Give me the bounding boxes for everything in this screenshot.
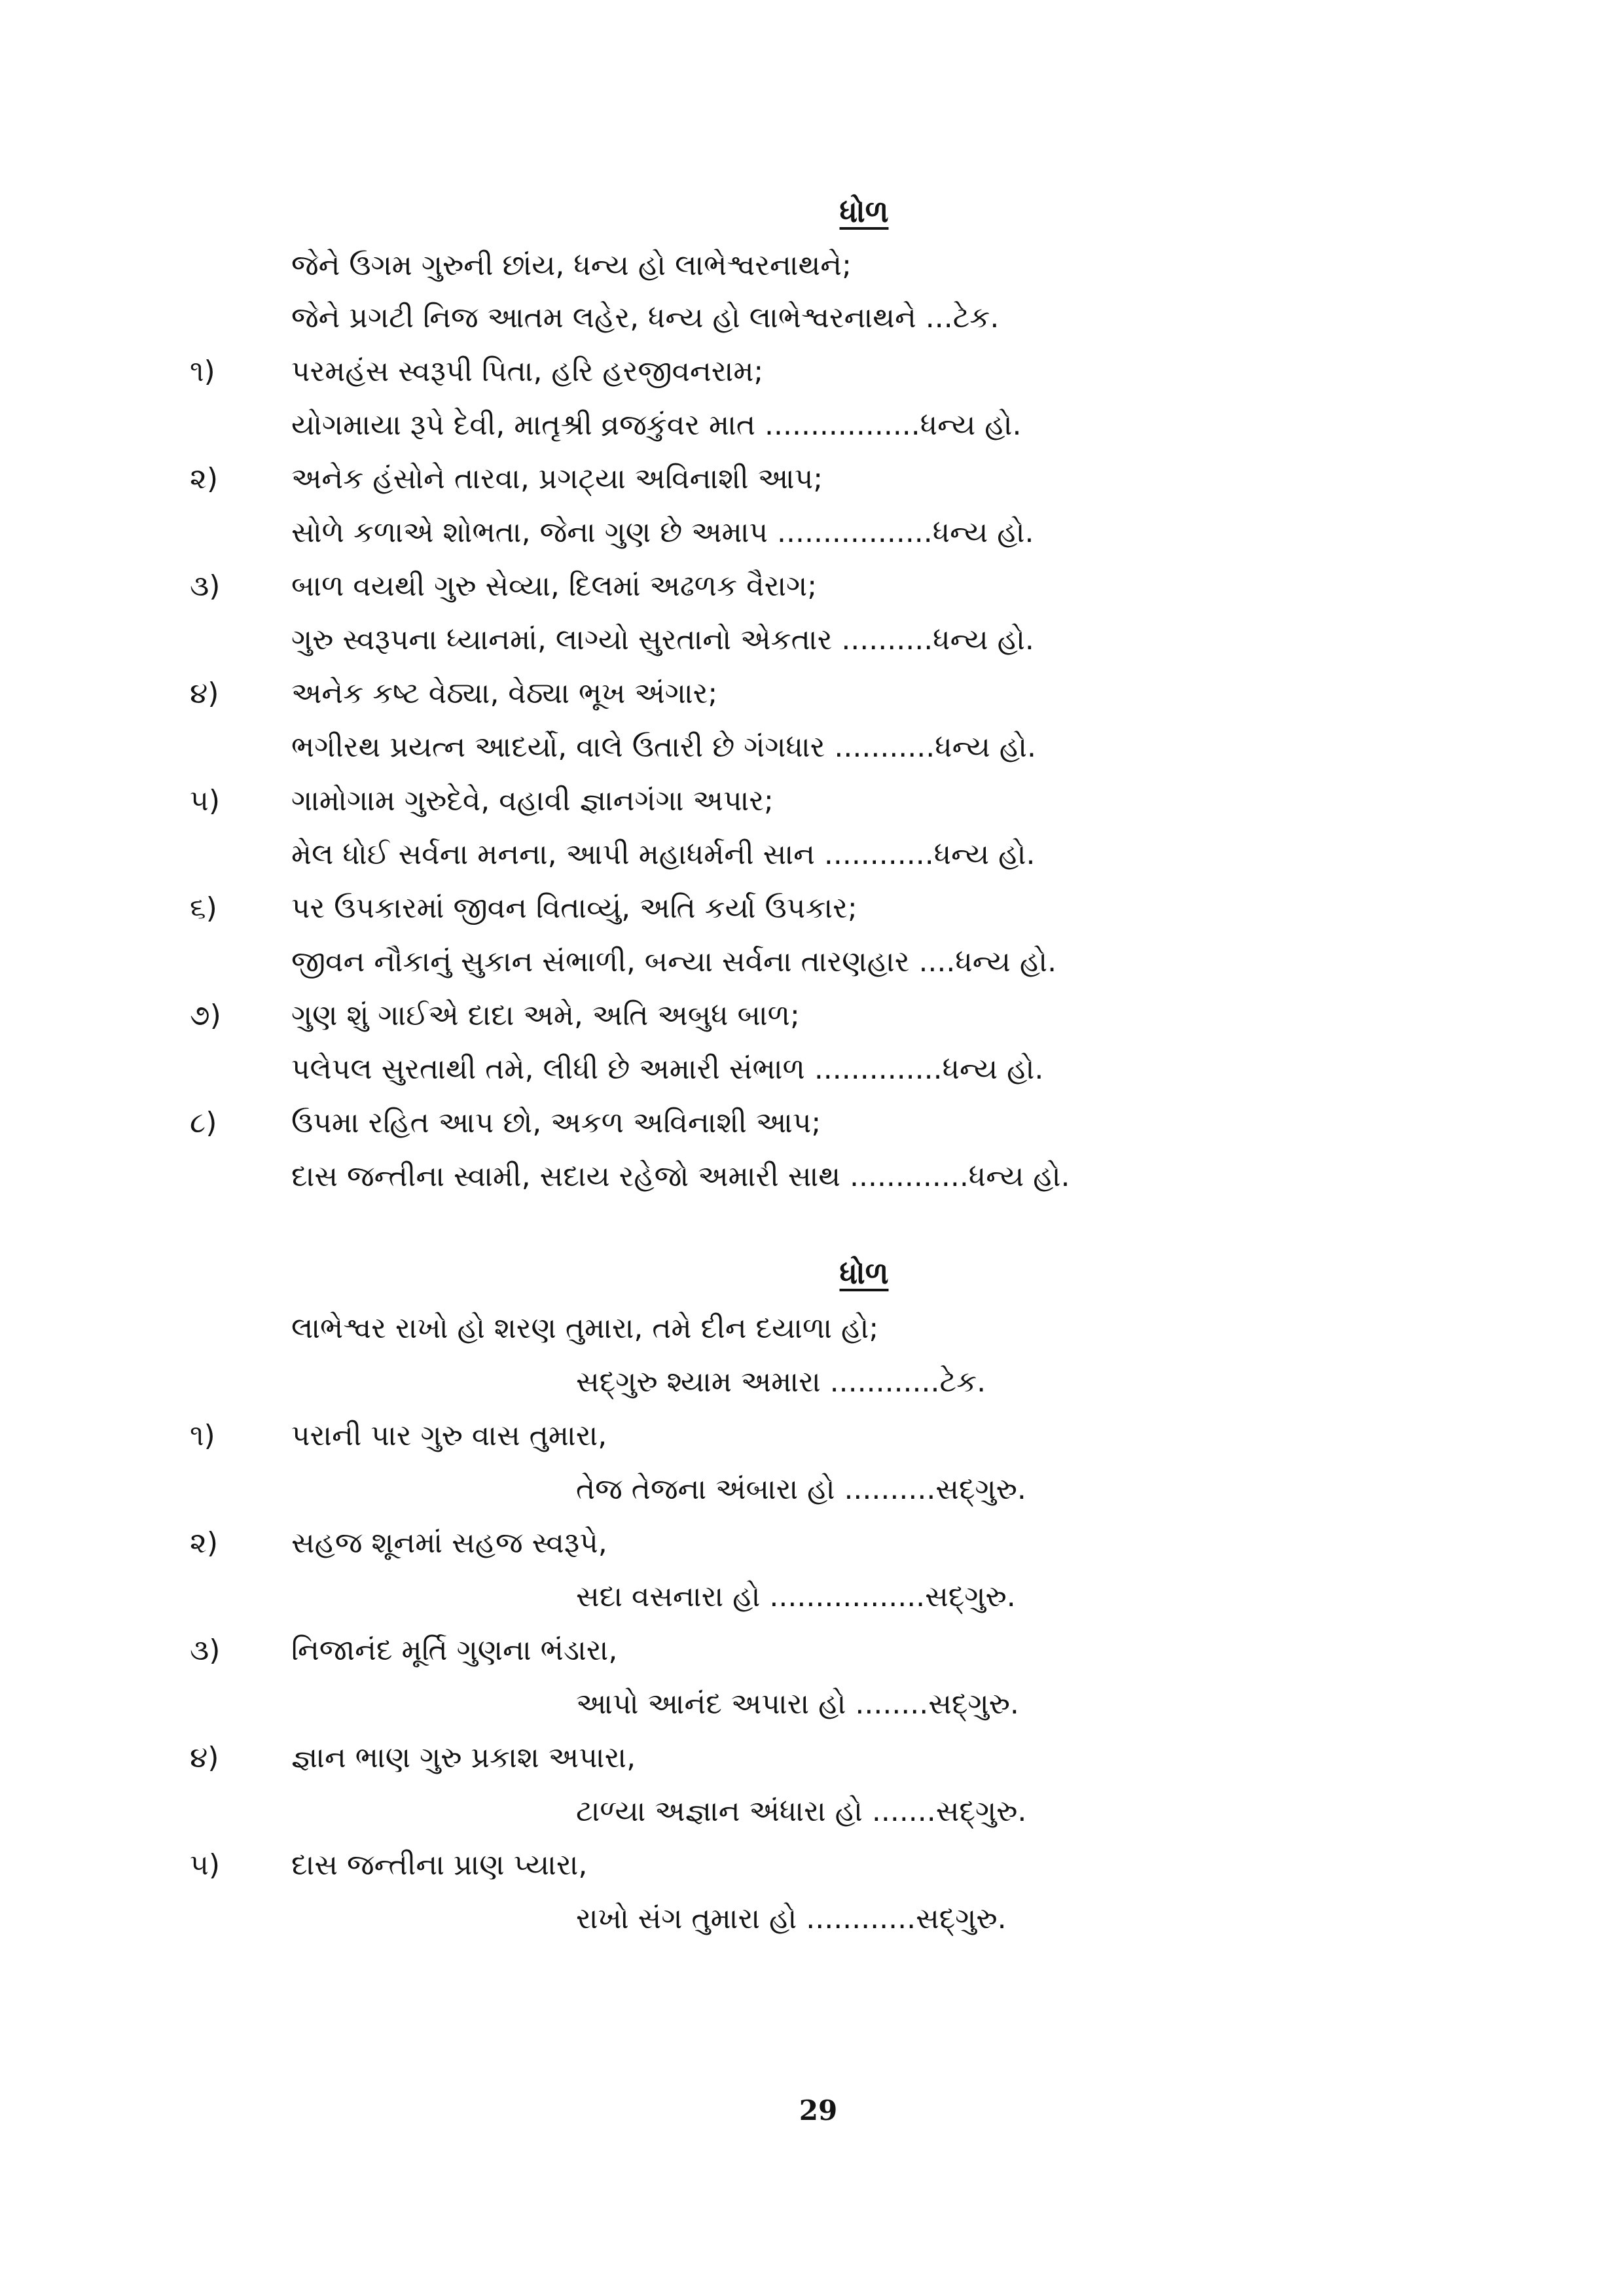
song-2-verse-line: આપો આનંદ અપારા હો ........સદ્‌ગુરુ.: [576, 1687, 1019, 1721]
song-1-verse-line: ગામોગામ ગુરુદેવે, વહાવી જ્ઞાનગંગા અપાર;: [291, 784, 774, 817]
song-1-verse-line: ઉપમા રહિત આપ છો, અકળ અવિનાશી આપ;: [291, 1106, 821, 1139]
song-2-refrain-line-2: સદ્‌ગુરુ શ્યામ અમારા ............ટેક.: [576, 1365, 986, 1399]
song-1-verse-number: ૩): [190, 569, 221, 603]
song-1-verse-line: ભગીરથ પ્રયત્ન આદર્યો, વાલે ઉતારી છે ગંગધાર ...........ધન્ય હો.: [291, 730, 1036, 764]
song-2-verse-line: દાસ જન્તીના પ્રાણ પ્યારા,: [291, 1848, 588, 1882]
song-2-verse-number: ૧): [190, 1419, 215, 1452]
song-1-refrain-line-2: જેને પ્રગટી નિજ આતમ લહેર, ધન્ય હો લાભેશ્વરનાથને ...ટેક.: [291, 301, 1000, 334]
song-1-verse-line: અનેક હંસોને તારવા, પ્રગટ્યા અવિનાશી આપ;: [291, 462, 823, 495]
song-1-verse-number: ૬): [190, 891, 217, 925]
song-1-verse-number: ૧): [190, 355, 215, 388]
song-2-verse-number: ૪): [190, 1741, 219, 1774]
song-1-verse-number: ૭): [190, 999, 221, 1032]
song-2-verse-line: રાખો સંગ તુમારા હો ............સદ્‌ગુરુ.: [576, 1902, 1007, 1935]
song-2-verse-line: જ્ઞાન ભાણ ગુરુ પ્રકાશ અપારા,: [291, 1741, 636, 1774]
song-1-verse-line: અનેક કષ્ટ વેઠ્યા, વેઠ્યા ભૂખ અંગાર;: [291, 677, 718, 710]
song-1-title: ધોળ: [839, 194, 889, 229]
song-1-verse-line: પલેપલ સુરતાથી તમે, લીધી છે અમારી સંભાળ ..............ધન્ય હો.: [291, 1052, 1044, 1086]
song-2-title: ધોળ: [839, 1255, 889, 1291]
song-1-verse-number: ૨): [190, 462, 218, 495]
song-2-verse-number: ૨): [190, 1526, 218, 1560]
song-1-verse-number: ૪): [190, 677, 219, 710]
song-2-verse-line: નિજાનંદ મૂર્તિ ગુણના ભંડારા,: [291, 1634, 618, 1667]
song-2-verse-line: સહજ શૂનમાં સહજ સ્વરૂપે,: [291, 1526, 607, 1560]
song-2-verse-line: તેજ તેજના અંબારા હો ..........સદ્‌ગુરુ.: [576, 1473, 1026, 1506]
song-1-verse-line: દાસ જન્તીના સ્વામી, સદાય રહેજો અમારી સાથ .............ધન્ય હો.: [291, 1160, 1070, 1193]
song-1-verse-line: ગુણ શું ગાઈએ દાદા અમે, અતિ અબુધ બાળ;: [291, 999, 800, 1032]
song-2-verse-line: સદા વસનારા હો .................સદ્‌ગુરુ.: [576, 1580, 1016, 1613]
song-1-verse-line: યોગમાયા રૂપે દેવી, માતૃશ્રી વ્રજકુંવર માત .................ધન્ય હો.: [291, 408, 1022, 442]
song-1-verse-line: જીવન નૌકાનું સુકાન સંભાળી, બન્યા સર્વના તારણહાર ....ધન્ય હો.: [291, 945, 1057, 978]
song-1-verse-line: પરમહંસ સ્વરૂપી પિતા, હરિ હરજીવનરામ;: [291, 355, 764, 388]
song-2-verse-number: ૫): [190, 1848, 221, 1882]
song-1-verse-line: પર ઉપકારમાં જીવન વિતાવ્યું, અતિ કર્યા ઉપકાર;: [291, 891, 857, 925]
page-number: 29: [799, 2094, 838, 2126]
song-1-verse-line: મેલ ધોઈ સર્વના મનના, આપી મહાધર્મની સાન ............ધન્ય હો.: [291, 838, 1036, 871]
song-2-refrain-line-1: લાભેશ્વર રાખો હો શરણ તુમારા, તમે દીન દયાળા હો;: [291, 1312, 879, 1345]
song-1-verse-number: ૮): [190, 1106, 217, 1139]
song-1-verse-line: ગુરુ સ્વરૂપના ધ્યાનમાં, લાગ્યો સુરતાનો એકતાર ..........ધન્ય હો.: [291, 623, 1034, 656]
song-2-verse-line: પરાની પાર ગુરુ વાસ તુમારા,: [291, 1419, 607, 1452]
song-1-refrain-line-1: જેને ઉગમ ગુરુની છાંય, ધન્ય હો લાભેશ્વરનાથને;: [291, 249, 852, 282]
song-1-verse-number: ૫): [190, 784, 221, 817]
song-1-verse-line: સોળે કળાએ શોભતા, જેના ગુણ છે અમાપ .................ધન્ય હો.: [291, 516, 1034, 549]
song-1-verse-line: બાળ વયથી ગુરુ સેવ્યા, દિલમાં અઢળક વૈરાગ;: [291, 569, 818, 603]
song-2-verse-number: ૩): [190, 1634, 221, 1667]
song-2-verse-line: ટાળ્યા અજ્ઞાન અંધારા હો .......સદ્‌ગુરુ.: [576, 1795, 1027, 1828]
